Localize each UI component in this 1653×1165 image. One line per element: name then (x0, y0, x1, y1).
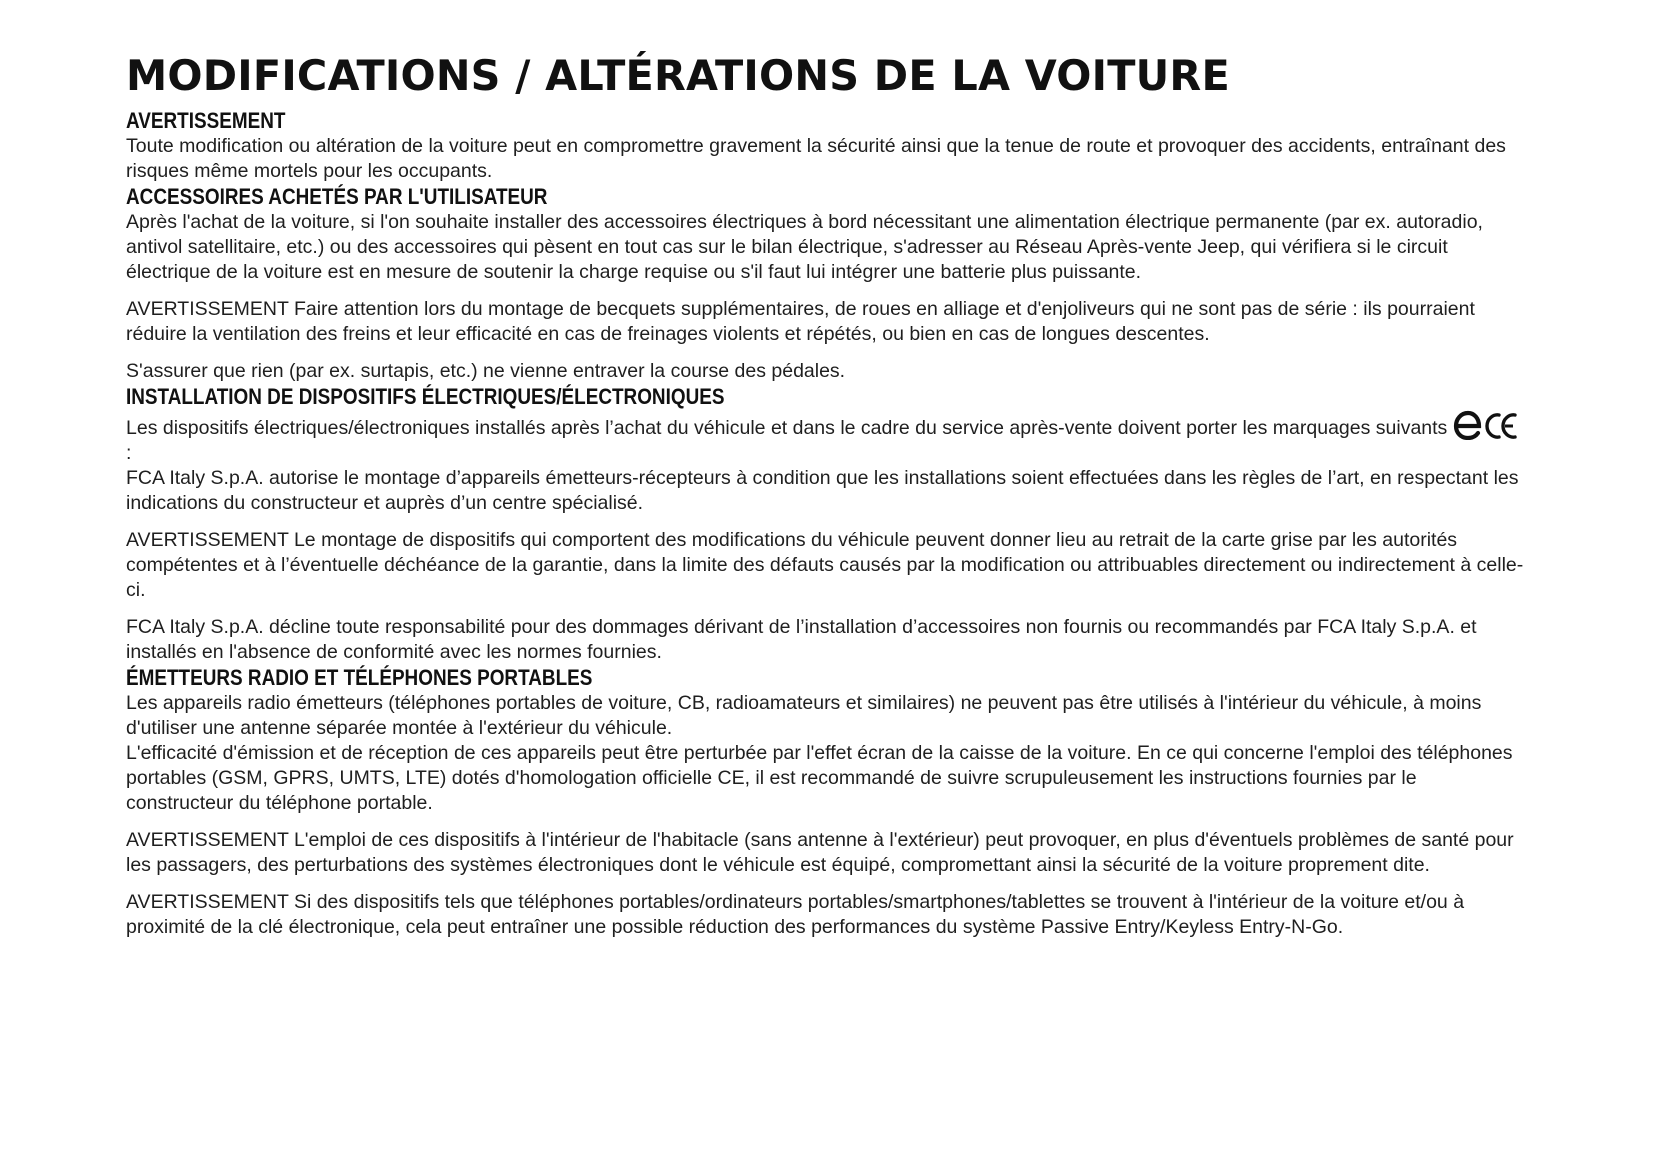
warning-paragraph: AVERTISSEMENT Faire attention lors du montage de becquets supplémentaires, de roues en alliage et d'enjoliveurs qui ne sont pas de série : ils pourraient réduire la ventilation des freins et leur efficacité en cas de freinages violents et répétés, ou bien en cas de longues descentes. (126, 298, 1475, 345)
section-heading-emetteurs: ÉMETTEURS RADIO ET TÉLÉPHONES PORTABLES (126, 665, 593, 690)
section-accessoires (126, 184, 1526, 384)
section-emetteurs (126, 665, 1526, 940)
warning-paragraph: AVERTISSEMENT L'emploi de ces dispositifs à l'intérieur de l'habitacle (sans antenne à l'extérieur) peut provoquer, en plus d'éventuels problèmes de santé pour les passagers, des perturbations des systèmes électroniques dont le véhicule est équipé, compromettant ainsi la sécurité de la voiture proprement dite. (126, 829, 1514, 876)
paragraph-marking (126, 410, 1526, 466)
section-heading-installation: INSTALLATION DE DISPOSITIFS ÉLECTRIQUES/ÉLECTRONIQUES (126, 384, 725, 409)
document-page (126, 52, 1526, 940)
section-heading-avertissement: AVERTISSEMENT (126, 108, 286, 133)
paragraph: Après l'achat de la voiture, si l'on souhaite installer des accessoires électriques à bord nécessitant une alimentation électrique permanente (par ex. autoradio, antivol satellitaire, etc.) ou des accessoires qui pèsent en tout cas sur le bilan électrique, s'adresser au Réseau Après-vente Jeep, qui vérifiera si le circuit électrique de la voiture est en mesure de soutenir la charge requise ou s'il faut lui intégrer une batterie plus puissante. (126, 211, 1483, 283)
paragraph: Toute modification ou altération de la voiture peut en compromettre gravement la sécurité ainsi que la tenue de route et provoquer des accidents, entraînant des risques même mortels pour les occupants. (126, 135, 1506, 182)
section-installation (126, 384, 1526, 665)
paragraph: FCA Italy S.p.A. décline toute responsabilité pour des dommages dérivant de l’installation d’accessoires non fournis ou recommandés par FCA Italy S.p.A. et installés en l'absence de conformité avec les normes fournies. (126, 616, 1477, 663)
paragraph: Les appareils radio émetteurs (téléphones portables de voiture, CB, radioamateurs et similaires) ne peuvent pas être utilisés à l'intérieur du véhicule, à moins d'utiliser une antenne séparée montée à l'extérieur du véhicule. (126, 692, 1482, 739)
section-heading-accessoires: ACCESSOIRES ACHETÉS PAR L'UTILISATEUR (126, 184, 548, 209)
section-avertissement (126, 108, 1526, 184)
paragraph: S'assurer que rien (par ex. surtapis, etc.) ne vienne entraver la course des pédales. (126, 360, 846, 382)
warning-paragraph: AVERTISSEMENT Si des dispositifs tels que téléphones portables/ordinateurs portables/smartphones/tablettes se trouvent à l'intérieur de la voiture et/ou à proximité de la clé électronique, cela peut entraîner une possible réduction des performances du système Passive Entry/Keyless Entry-N-Go. (126, 891, 1465, 938)
marking-colon: : (126, 442, 132, 464)
warning-paragraph: AVERTISSEMENT Le montage de dispositifs qui comportent des modifications du véhicule peuvent donner lieu au retrait de la carte grise par les autorités compétentes et à l’éventuelle déchéance de la garantie, dans la limite des défauts causés par la modification ou attribuables directement ou indirectement à celle-ci. (126, 529, 1524, 601)
e-mark-ce-mark-icon (1453, 410, 1519, 440)
paragraph: FCA Italy S.p.A. autorise le montage d’appareils émetteurs-récepteurs à condition que les installations soient effectuées dans les règles de l’art, en respectant les indications du constructeur et auprès d’un centre spécialisé. (126, 467, 1519, 514)
page-title: MODIFICATIONS / ALTÉRATIONS DE LA VOITURE (126, 51, 1230, 100)
paragraph: L'efficacité d'émission et de réception de ces appareils peut être perturbée par l'effet écran de la caisse de la voiture. En ce qui concerne l'emploi des téléphones portables (GSM, GPRS, UMTS, LTE) dotés d'homologation officielle CE, il est recommandé de suivre scrupuleusement les instructions fournies par le constructeur du téléphone portable. (126, 742, 1513, 814)
marking-text: Les dispositifs électriques/électroniques installés après l’achat du véhicule et dans le cadre du service après-vente doivent porter les marquages suivants (126, 417, 1448, 439)
